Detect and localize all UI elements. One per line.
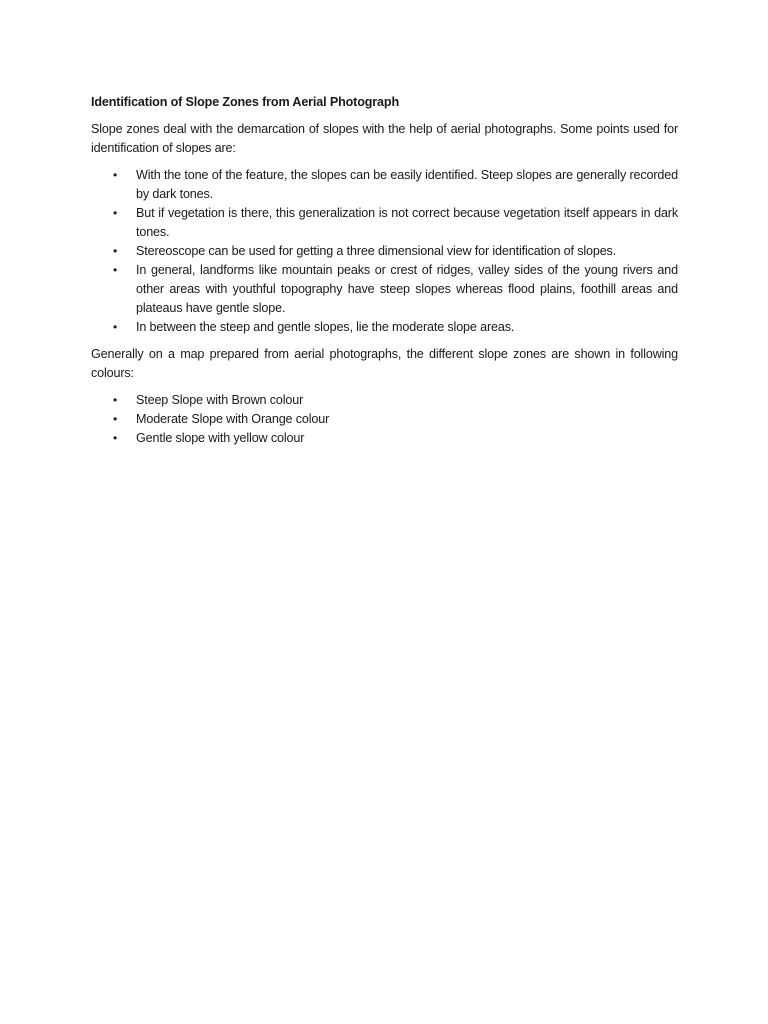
list-item: [91, 429, 678, 448]
list-item: [91, 410, 678, 429]
colours-intro-paragraph: Generally on a map prepared from aerial photographs, the different slope zones are shown in following colours:: [91, 347, 678, 380]
list-item: [91, 391, 678, 410]
document-content: [91, 93, 678, 456]
bullet-icon: •: [113, 393, 118, 407]
list-item-text: Moderate Slope with Orange colour: [136, 412, 330, 426]
bullet-icon: •: [113, 168, 118, 182]
slope-colours-list: [91, 391, 678, 448]
list-item-text: In between the steep and gentle slopes, lie the moderate slope areas.: [136, 320, 515, 334]
list-item: [91, 318, 678, 337]
list-item-text: But if vegetation is there, this generalization is not correct because vegetation itself appears in dark tones.: [136, 206, 678, 239]
list-item-text: In general, landforms like mountain peaks or crest of ridges, valley sides of the young rivers and other areas with youthful topography have steep slopes whereas flood plains, foothill areas and plateaus have gentle slope.: [136, 263, 678, 315]
bullet-icon: •: [113, 244, 118, 258]
document-title: Identification of Slope Zones from Aerial Photograph: [91, 95, 399, 109]
list-item-text: Steep Slope with Brown colour: [136, 393, 304, 407]
list-item-text: With the tone of the feature, the slopes can be easily identified. Steep slopes are generally recorded by dark tones.: [136, 168, 678, 201]
list-item-text: Gentle slope with yellow colour: [136, 431, 305, 445]
list-item: [91, 242, 678, 261]
bullet-icon: •: [113, 431, 118, 445]
list-item: [91, 204, 678, 242]
slope-points-list: [91, 166, 678, 337]
bullet-icon: •: [113, 206, 118, 220]
list-item: [91, 166, 678, 204]
intro-paragraph: Slope zones deal with the demarcation of slopes with the help of aerial photographs. Some points used for identification of slopes are:: [91, 122, 678, 155]
bullet-icon: •: [113, 412, 118, 426]
bullet-icon: •: [113, 263, 118, 277]
list-item-text: Stereoscope can be used for getting a three dimensional view for identification of slopes.: [136, 244, 617, 258]
bullet-icon: •: [113, 320, 118, 334]
list-item: [91, 261, 678, 318]
